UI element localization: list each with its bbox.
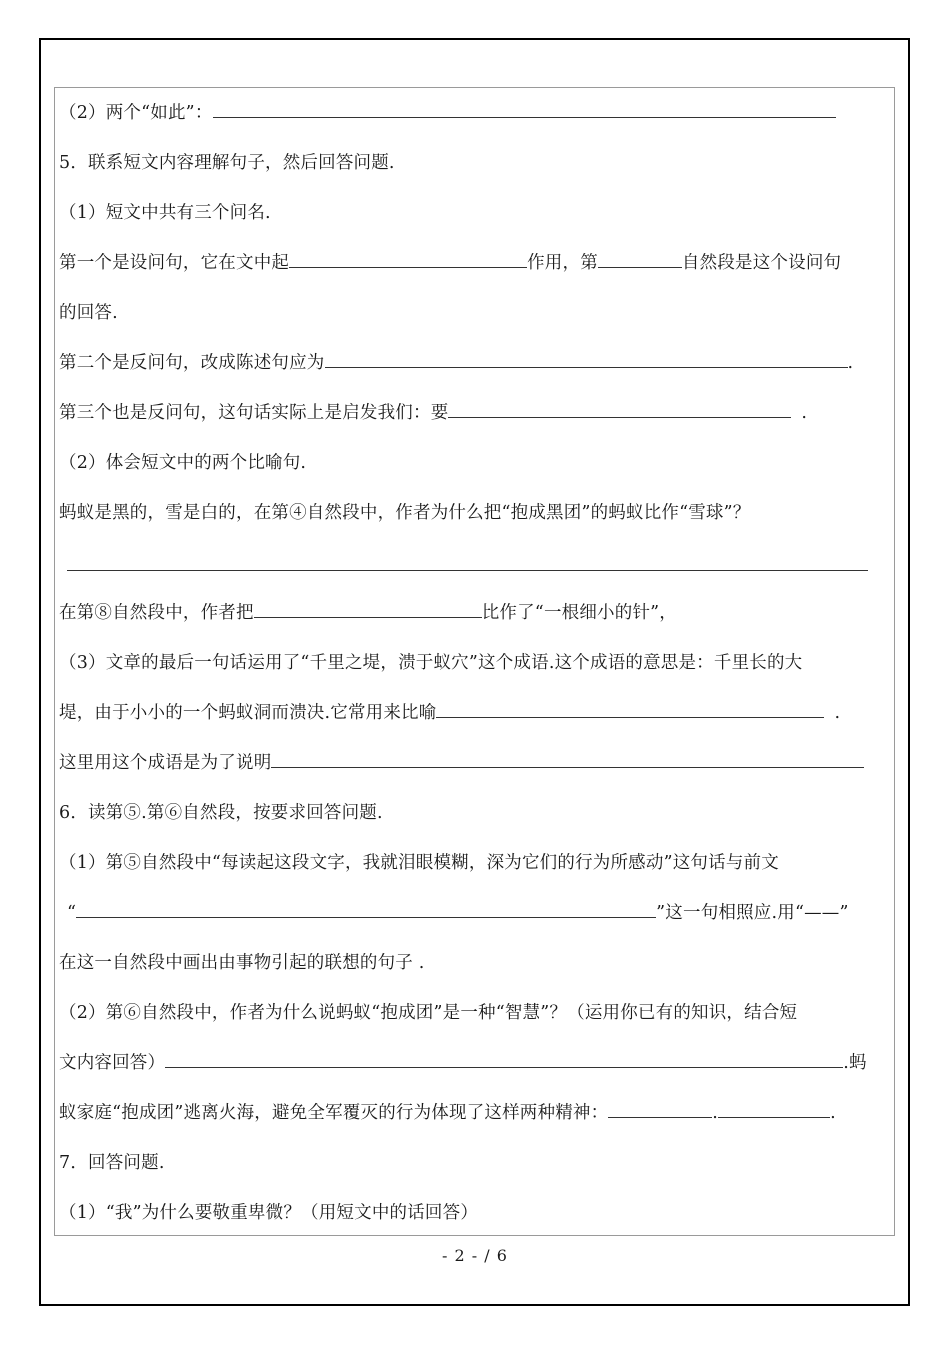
- q5-1-line-3: [59, 351, 853, 375]
- answer-blank[interactable]: [289, 251, 527, 268]
- q5-1-line-2: 的回答.: [59, 303, 118, 323]
- q5-1-line-1: [59, 251, 841, 275]
- q5-heading: 5．联系短文内容理解句子，然后回答问题.: [59, 153, 395, 173]
- q5-2-line-2: [59, 601, 677, 625]
- answer-blank[interactable]: [325, 351, 848, 368]
- answer-blank[interactable]: [448, 401, 791, 418]
- q6-1-line-1: （1）第⑤自然段中“每读起这段文字，我就泪眼模糊，深为它们的行为所感动”这句话与前文: [59, 853, 779, 873]
- q6-heading: 6．读第⑤.第⑥自然段，按要求回答问题.: [59, 803, 383, 823]
- answer-blank[interactable]: [598, 251, 682, 268]
- answer-blank[interactable]: [608, 1101, 712, 1118]
- q5-2-question: 蚂蚁是黑的，雪是白的，在第④自然段中，作者为什么把“抱成黑团”的蚂蚁比作“雪球”？: [59, 503, 751, 523]
- q4-2-line: [59, 101, 836, 125]
- period: .: [801, 403, 808, 423]
- q5-1-text-e: 第三个也是反问句，这句话实际上是启发我们：要: [59, 403, 449, 423]
- answer-blank[interactable]: [436, 701, 824, 718]
- q6-1-text-a: ”这一句相照应.用“——”: [656, 903, 849, 923]
- q5-1-heading: （1）短文中共有三个问名.: [59, 203, 271, 223]
- q7-1-question: （1）“我”为什么要敬重卑微？（用短文中的话回答）: [59, 1203, 479, 1223]
- q6-1-line-3: 在这一自然段中画出由事物引起的联想的句子 .: [59, 953, 425, 973]
- q5-1-text-c: 自然段是这个设问句: [681, 253, 842, 273]
- answer-blank[interactable]: [718, 1101, 830, 1118]
- q6-2-line-1: （2）第⑥自然段中，作者为什么说蚂蚁“抱成团”是一种“智慧”？（运用你已有的知识，结合短: [59, 1003, 798, 1023]
- answer-blank[interactable]: [254, 601, 482, 618]
- q5-3-line-1: （3）文章的最后一句话运用了“千里之堤，溃于蚁穴”这个成语.这个成语的意思是：千里长的大: [59, 653, 803, 673]
- q5-3-text-a: 堤，由于小小的一个蚂蚁洞而溃决.它常用来比喻: [59, 703, 437, 723]
- answer-blank[interactable]: [271, 751, 864, 768]
- page-number: - 2 - / 6: [442, 1246, 508, 1265]
- answer-blank[interactable]: [213, 101, 836, 118]
- period: .: [830, 1103, 836, 1123]
- period: .: [847, 353, 854, 373]
- q6-2-line-3: [59, 1101, 836, 1125]
- q5-3-line-3: [59, 751, 864, 775]
- q5-1-text-d: 第二个是反问句，改成陈述句应为: [59, 353, 325, 373]
- q5-2-heading: （2）体会短文中的两个比喻句.: [59, 453, 307, 473]
- answer-blank[interactable]: [76, 901, 656, 918]
- period: .: [834, 703, 841, 723]
- q6-2-text-c: 蚁家庭“抱成团”逃离火海，避免全军覆灭的行为体现了这样两种精神：: [59, 1103, 609, 1123]
- q6-1-line-2: [59, 901, 849, 925]
- open-quote: “: [67, 903, 77, 923]
- q5-3-text-b: 这里用这个成语是为了说明: [59, 753, 272, 773]
- q6-2-text-b: .蚂: [843, 1053, 867, 1073]
- q5-2-text-b: 比作了“一根细小的针”，: [481, 603, 677, 623]
- q5-1-line-4: [59, 401, 807, 425]
- q6-2-text-a: 文内容回答）: [59, 1053, 166, 1073]
- answer-line[interactable]: [67, 570, 868, 571]
- q5-3-line-2: [59, 701, 840, 725]
- q5-2-text-a: 在第⑧自然段中，作者把: [59, 603, 254, 623]
- q4-2-text: （2）两个“如此”：: [59, 103, 213, 123]
- period: .: [712, 1103, 719, 1123]
- q6-2-line-2: [59, 1051, 867, 1075]
- q5-1-text-a: 第一个是设问句，它在文中起: [59, 253, 290, 273]
- answer-blank[interactable]: [165, 1051, 843, 1068]
- q5-1-text-b: 作用，第: [527, 253, 598, 273]
- q7-heading: 7．回答问题.: [59, 1153, 165, 1173]
